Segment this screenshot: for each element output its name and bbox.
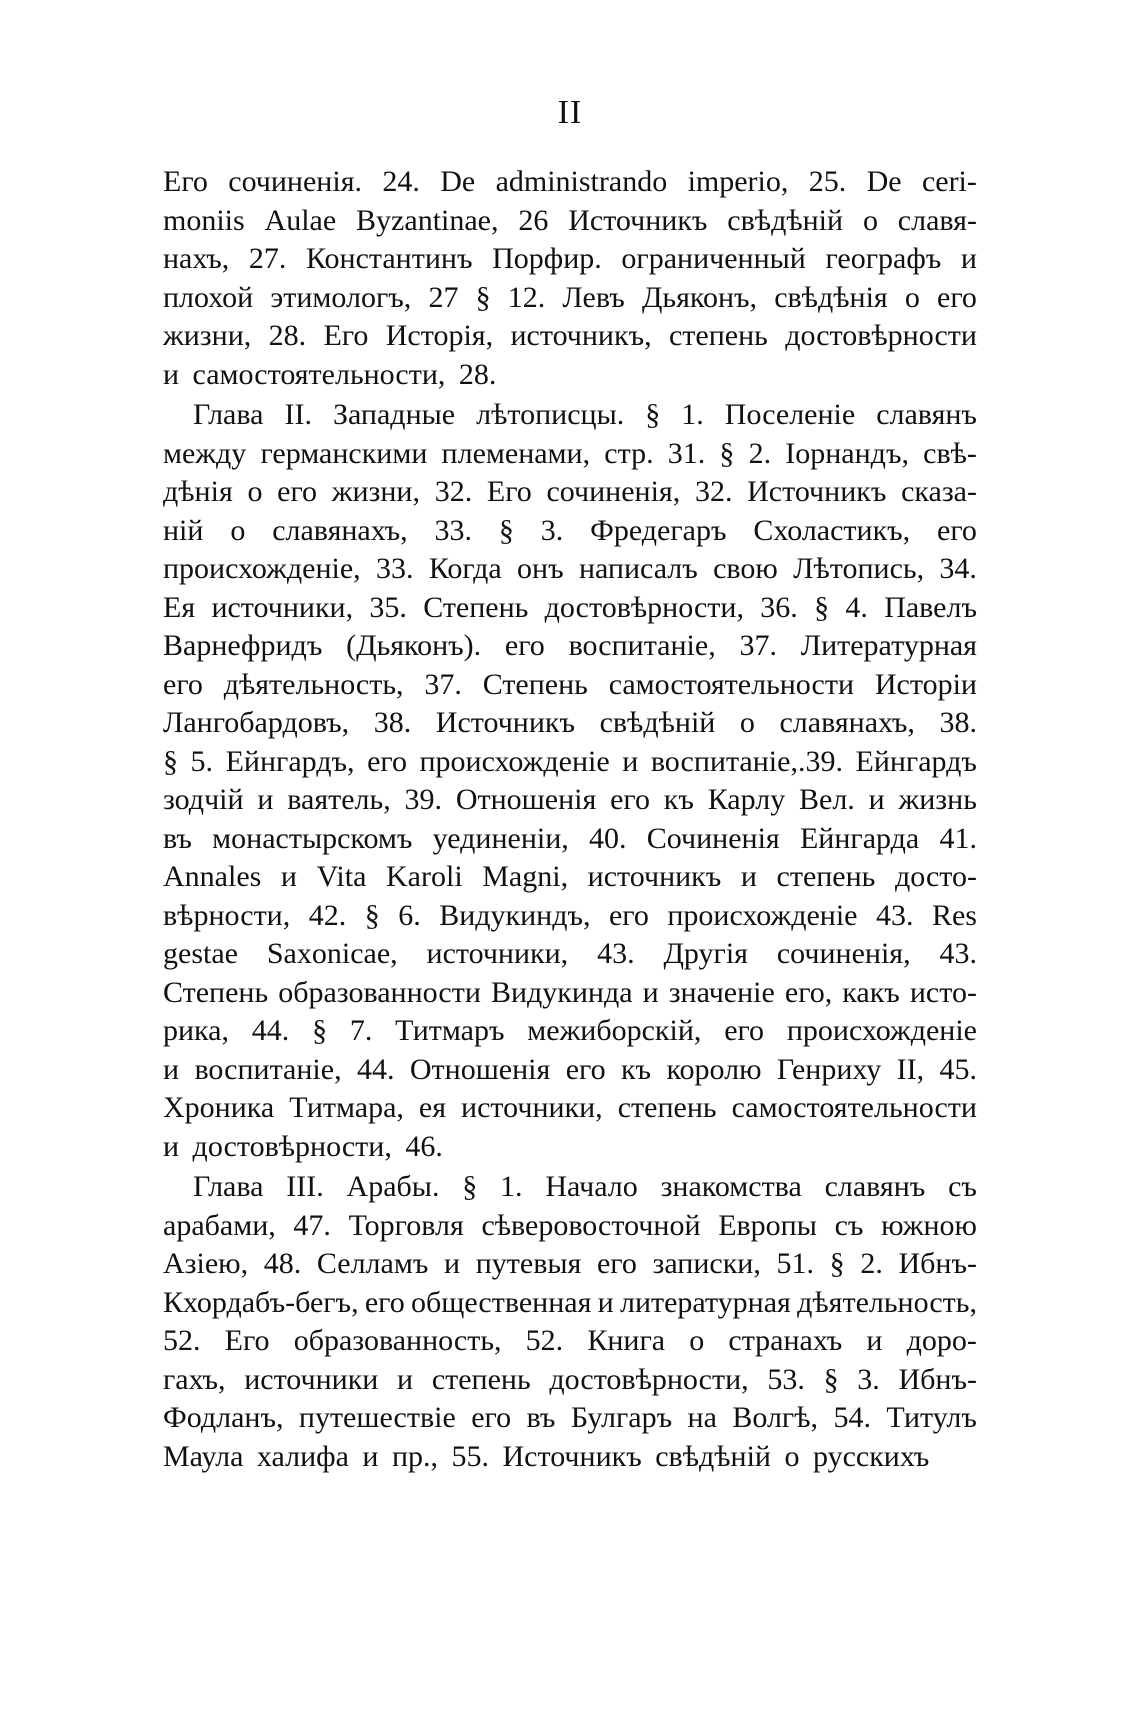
text-line: между германскими племенами, стр. 31. § 2. Іорнандъ, свѣ-	[163, 436, 977, 470]
text-line: рика, 44. § 7. Титмаръ межиборскій, его происхожденіе	[163, 1014, 977, 1047]
paragraph	[163, 396, 977, 1166]
text-line: Глава II. Западные лѣтописцы. § 1. Поселеніе славянъ	[193, 398, 977, 431]
text-line: Annales и Vita Karoli Magni, источникъ и степень досто-	[163, 860, 977, 893]
text-line: плохой этимологъ, 27 § 12. Левъ Дьяконъ, свѣдѣнія о его	[163, 280, 977, 314]
text-line: ній о славянахъ, 33. § 3. Фредегаръ Схоластикъ, его	[163, 513, 977, 547]
text-line: и достовѣрности, 46.	[163, 1129, 443, 1163]
paragraph	[163, 163, 977, 394]
text-line: Степень образованности Видукинда и значеніе его, какъ исто-	[163, 975, 977, 1009]
text-line: зодчій и ваятель, 39. Отношенія его къ Карлу Вел. и жизнь	[163, 783, 977, 816]
text-line: дѣнія о его жизни, 32. Его сочиненія, 32. Источникъ сказа-	[163, 475, 977, 508]
text-line: Фодланъ, путешествіе его въ Булгаръ на Волгѣ, 54. Титулъ	[163, 1401, 977, 1434]
text-line: его дѣятельность, 37. Степень самостоятельности Исторіи	[163, 667, 977, 701]
text-line: Лангобардовъ, 38. Источникъ свѣдѣній о славянахъ, 38.	[163, 706, 977, 739]
text-line: moniis Aulae Byzantinae, 26 Источникъ свѣдѣній о славя-	[163, 203, 977, 237]
text-line: и воспитаніе, 44. Отношенія его къ королю Генриху II, 45.	[163, 1052, 977, 1086]
text-line: гахъ, источники и степень достовѣрности, 53. § 3. Ибнъ-	[163, 1362, 977, 1396]
text-line: Азіею, 48. Селламъ и путевыя его записки, 51. § 2. Ибнъ-	[163, 1247, 977, 1280]
text-line: въ монастырскомъ уединеніи, 40. Сочиненія Ейнгарда 41.	[163, 821, 977, 855]
text-line: арабами, 47. Торговля сѣверовосточной Европы съ южною	[163, 1208, 977, 1242]
paragraph	[163, 1168, 977, 1476]
page-number: II	[557, 94, 583, 131]
text-line: Глава III. Арабы. § 1. Начало знакомства славянъ съ	[193, 1170, 977, 1203]
text-line: Варнефридъ (Дьяконъ). его воспитаніе, 37. Литературная	[163, 629, 977, 662]
text-line: § 5. Ейнгардъ, его происхожденіе и воспитаніе,.39. Ейнгардъ	[163, 744, 977, 778]
text-line: нахъ, 27. Константинъ Порфир. ограниченный географъ и	[163, 242, 977, 275]
text-line: Ея источники, 35. Степень достовѣрности, 36. § 4. Павелъ	[163, 590, 977, 624]
text-line: Его сочиненія. 24. De administrando imperio, 25. De ceri-	[163, 165, 977, 198]
text-line: Маула халифа и пр., 55. Источникъ свѣдѣній о русскихъ	[163, 1439, 930, 1473]
text-line: жизни, 28. Его Исторія, источникъ, степень достовѣрности	[163, 319, 977, 352]
text-line: и самостоятельности, 28.	[163, 357, 497, 391]
text-line: 52. Его образованность, 52. Книга о странахъ и доро-	[163, 1324, 977, 1357]
text-line: вѣрности, 42. § 6. Видукиндъ, его происхожденіе 43. Res	[163, 898, 977, 932]
text-line: Кхордабъ-бегъ, его общественная и литературная дѣятельность,	[163, 1285, 977, 1319]
text-line: Хроника Титмара, ея источники, степень самостоятельности	[163, 1091, 977, 1124]
text-line: происхожденіе, 33. Когда онъ написалъ свою Лѣтопись, 34.	[163, 552, 977, 585]
body-text	[163, 163, 977, 1476]
text-line: gestae Saxonicae, источники, 43. Другія сочиненія, 43.	[163, 937, 977, 970]
